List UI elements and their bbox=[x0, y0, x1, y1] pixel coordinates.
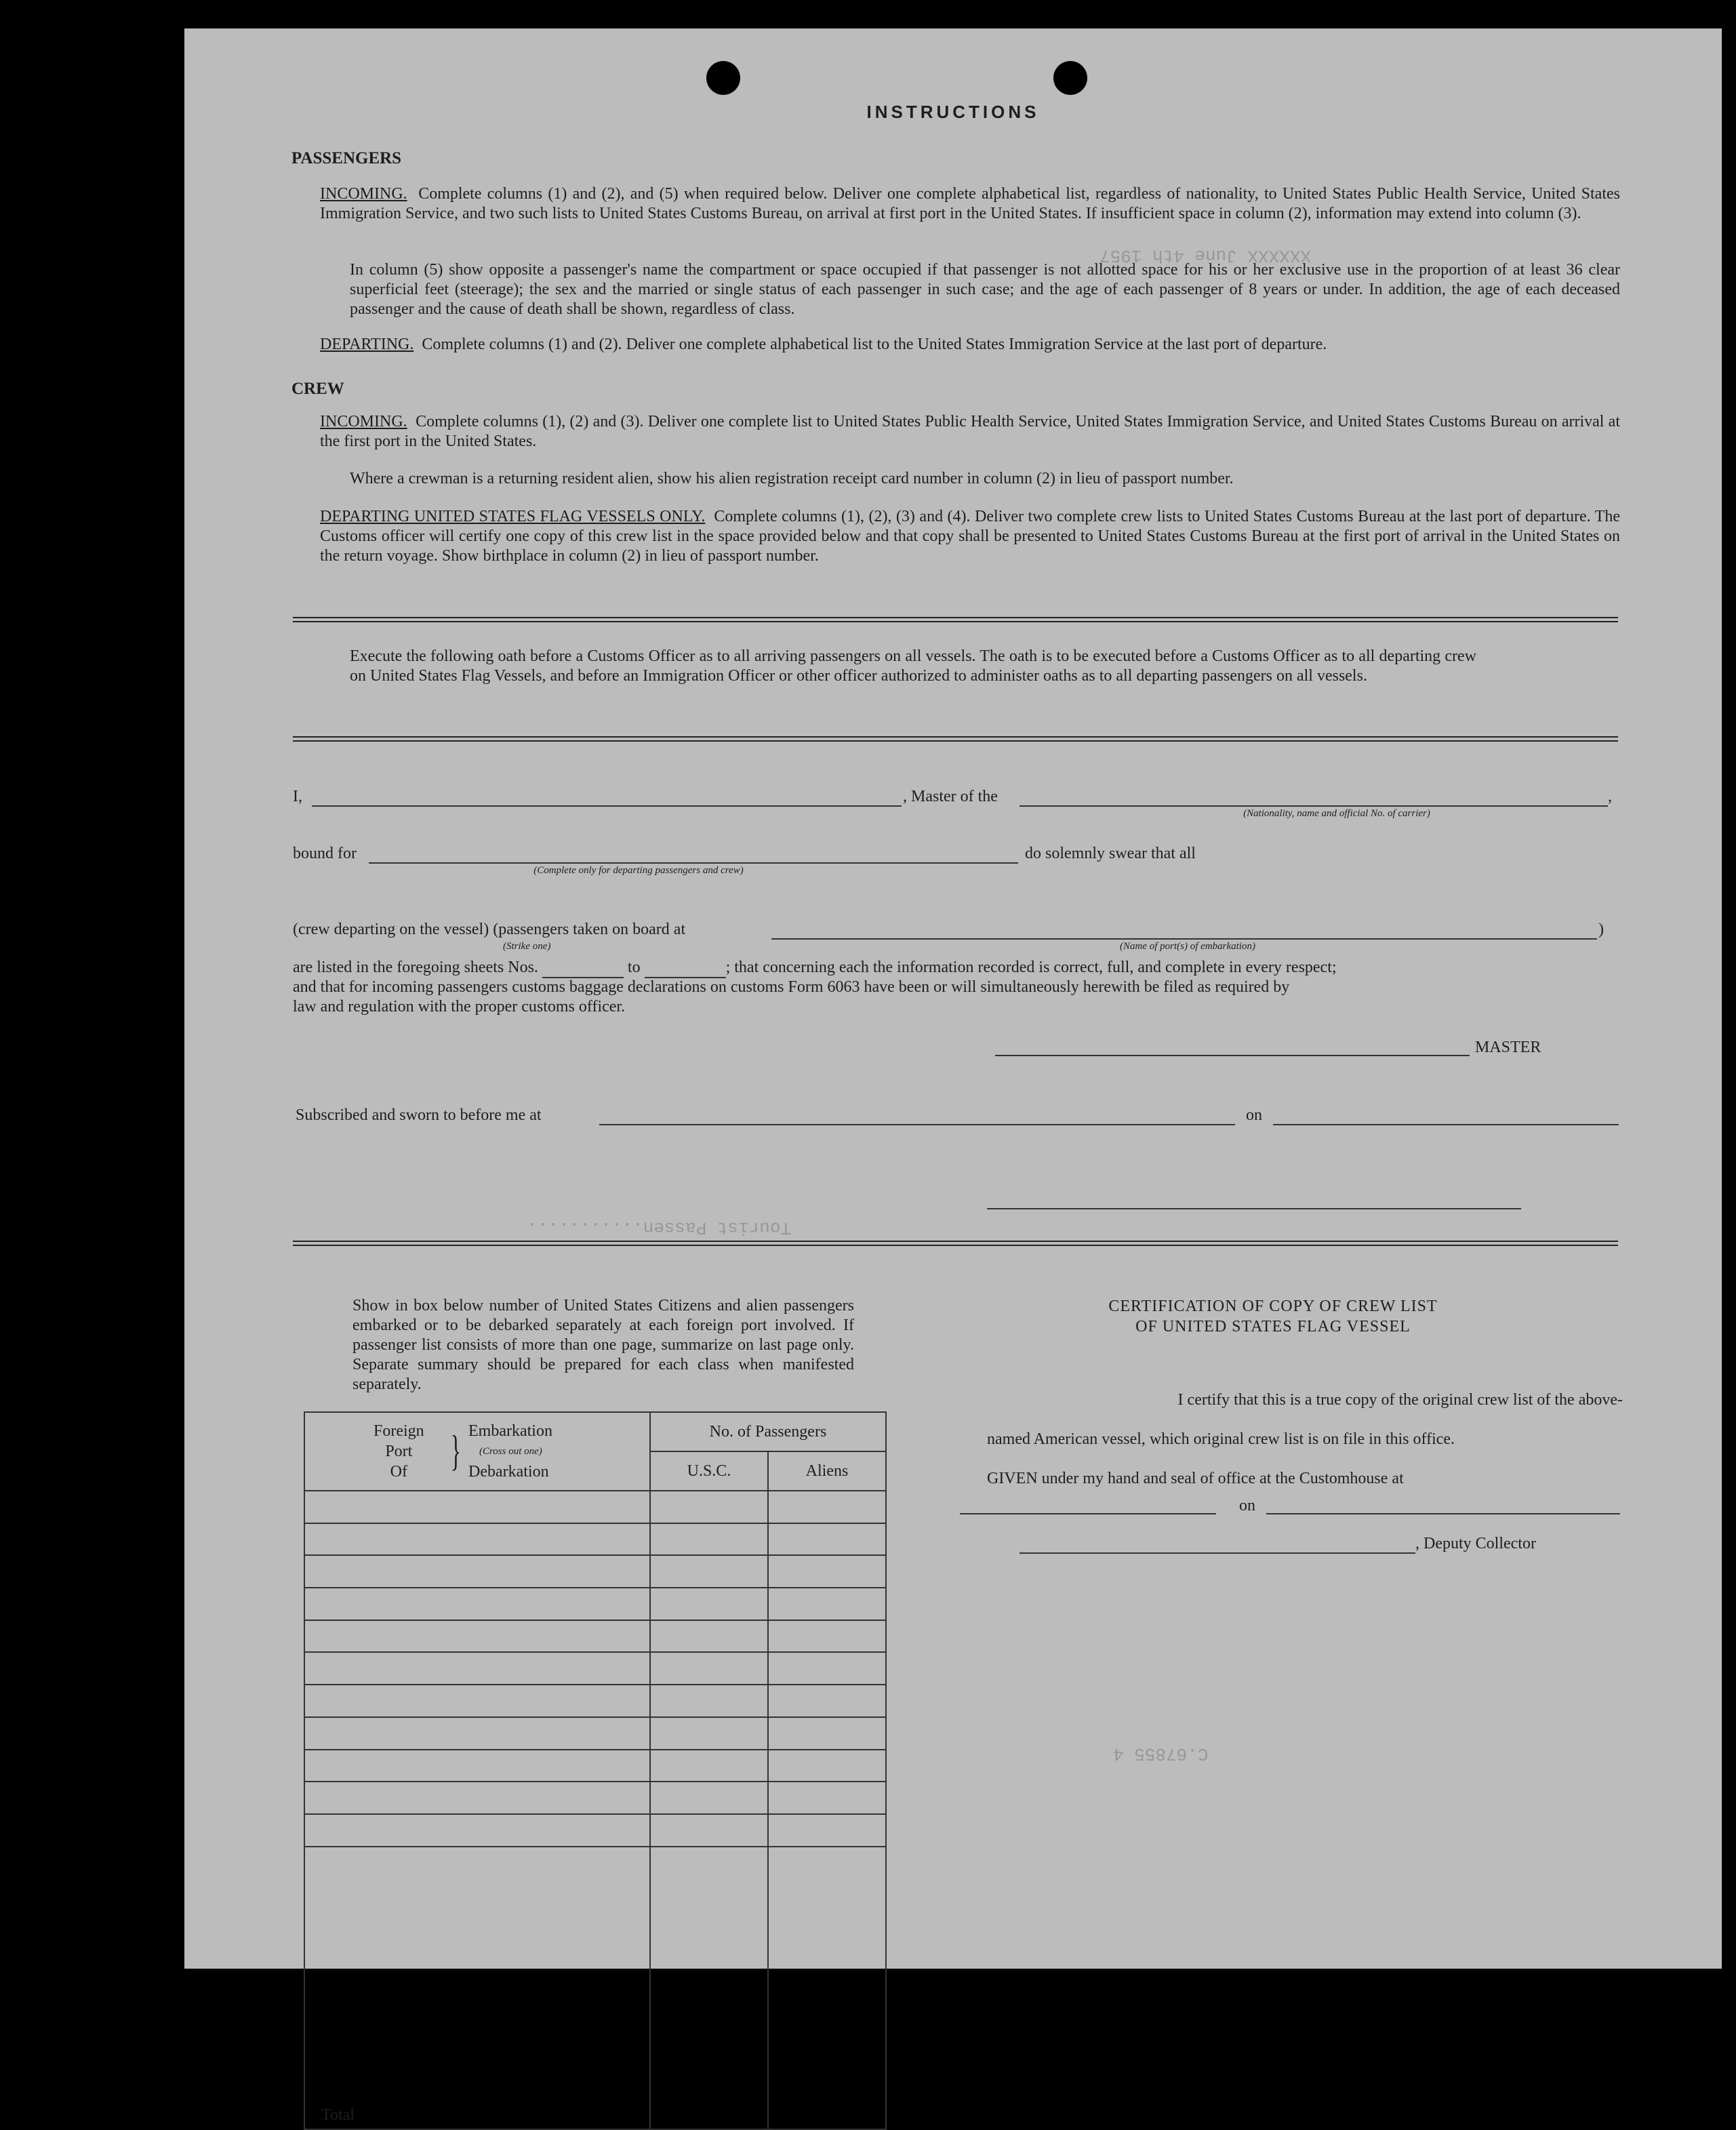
given-line: GIVEN under my hand and seal of office at the Customhouse at bbox=[987, 1470, 1404, 1487]
listed-line-c: and that for incoming passengers customs baggage declarations on customs Form 6063 have been or will simultaneously herewith be filed as required by bbox=[293, 978, 1290, 996]
of-label: Of bbox=[390, 1463, 407, 1481]
port-embarkation-line[interactable] bbox=[771, 938, 1597, 940]
table-row[interactable] bbox=[304, 1555, 886, 1588]
passenger-summary-table bbox=[304, 1411, 887, 2130]
table-row[interactable] bbox=[304, 1491, 886, 1523]
table-row[interactable] bbox=[304, 1814, 886, 1847]
table-row[interactable] bbox=[304, 1717, 886, 1750]
passengers-incoming-paragraph bbox=[320, 184, 1620, 224]
debarkation-label: Debarkation bbox=[468, 1463, 549, 1481]
carrier-note: (Nationality, name and official No. of carrier) bbox=[1243, 808, 1430, 819]
carrier-line[interactable] bbox=[1020, 805, 1608, 807]
resident-alien-paragraph: Where a crewman is a returning resident alien, show his alien registration receipt card number in column (2) in lieu of passport number. bbox=[350, 470, 1234, 487]
certification-title-line: OF UNITED STATES FLAG VESSEL bbox=[1135, 1318, 1411, 1335]
sheet-from-field[interactable] bbox=[542, 959, 624, 978]
strike-one-note: (Strike one) bbox=[503, 941, 551, 952]
deputy-signature-line[interactable] bbox=[1020, 1552, 1415, 1554]
cert-on: on bbox=[1239, 1497, 1255, 1514]
column5-paragraph: In column (5) show opposite a passenger's name the compartment or space occupied if that passenger is not allotted space for his or her exclusive use in the proportion of at least 36 clear superficial feet (steerage); the sex and the married or single status of each passenger in such case; and the age of each passenger of 8 years or under. In addition, the age of each deceased passenger and the cause of death shall be shown, regardless of class. bbox=[350, 261, 1620, 318]
oath-i: I, bbox=[293, 788, 302, 805]
page-title: INSTRUCTIONS bbox=[866, 102, 1040, 122]
officer-signature-line[interactable] bbox=[987, 1208, 1521, 1209]
crew-incoming-text: Complete columns (1), (2) and (3). Deliver one complete list to United States Public Health Service, United States Immigration Service, and United States Customs Bureau on arrival at the first port in the United States. bbox=[320, 413, 1621, 450]
deputy-collector-label: , Deputy Collector bbox=[1415, 1535, 1536, 1552]
departing-label: DEPARTING. bbox=[320, 336, 414, 353]
certify-line: I certify that this is a true copy of the original crew list of the above- bbox=[1177, 1391, 1623, 1409]
table-row[interactable] bbox=[304, 1685, 886, 1717]
usc-header: U.S.C. bbox=[650, 1451, 768, 1491]
port-label: Port bbox=[385, 1443, 413, 1460]
listed-text: ; that concerning each the information recorded is correct, full, and complete in every respect; bbox=[725, 959, 1337, 976]
bound-note: (Complete only for departing passengers and crew) bbox=[533, 865, 744, 876]
aliens-header: Aliens bbox=[768, 1451, 886, 1491]
double-rule bbox=[293, 617, 1618, 622]
passengers-departing-paragraph bbox=[320, 335, 1620, 355]
close-paren: ) bbox=[1598, 921, 1604, 938]
crew-incoming-label: INCOMING. bbox=[320, 413, 407, 430]
table-row[interactable] bbox=[304, 1652, 886, 1685]
passengers-heading: PASSENGERS bbox=[291, 149, 402, 167]
foreign-label: Foreign bbox=[374, 1422, 424, 1440]
master-signature-line[interactable] bbox=[995, 1055, 1470, 1056]
subscribed-on: on bbox=[1246, 1106, 1262, 1124]
crew-departing-text: (crew departing on the vessel) (passengers taken on board at bbox=[293, 921, 686, 938]
punch-hole bbox=[1053, 61, 1087, 95]
crew-incoming-paragraph bbox=[320, 412, 1620, 451]
crew-departing-paragraph bbox=[320, 507, 1620, 566]
table-row[interactable] bbox=[304, 1782, 886, 1814]
customhouse-line[interactable] bbox=[960, 1513, 1216, 1514]
cross-out-note: (Cross out one) bbox=[479, 1446, 542, 1457]
incoming-label: INCOMING. bbox=[320, 185, 407, 203]
listed-line-a bbox=[293, 959, 1337, 978]
table-row[interactable] bbox=[304, 1588, 886, 1620]
table-row[interactable] bbox=[304, 1750, 886, 1782]
certification-title-line: CERTIFICATION OF COPY OF CREW LIST bbox=[1108, 1298, 1438, 1315]
certification-title bbox=[1015, 1296, 1531, 1337]
bleed-through-text: C.67855 4 bbox=[1113, 1744, 1209, 1764]
double-rule bbox=[293, 1241, 1618, 1246]
bleed-through-text: XXXXXX June 4th 1957 bbox=[1099, 245, 1312, 266]
crew-departing-label: DEPARTING UNITED STATES FLAG VESSELS ONLY. bbox=[320, 508, 706, 525]
incoming-text: Complete columns (1) and (2), and (5) when required below. Deliver one complete alphabetical list, regardless of nationality, to United States Public Health Service, United States Immigration Service, and two such lists to United States Customs Bureau, on arrival at first port in the United States. If insufficient space in column (2), information may extend into column (3). bbox=[320, 185, 1620, 222]
bleed-through-text: Tourist Passen........... bbox=[527, 1218, 792, 1238]
crew-departing-text: Complete columns (1), (2), (3) and (4). Deliver two complete crew lists to United States Customs Bureau at the last port of departure. The Customs officer will certify one copy of this crew list in the space provided below and that copy shall be presented to United States Customs Bureau at the first port of arrival in the United States on the return voyage. Show birthplace in column (2) in lieu of passport number. bbox=[320, 508, 1620, 565]
subscribed-text: Subscribed and sworn to before me at bbox=[296, 1106, 542, 1124]
crew-heading: CREW bbox=[291, 380, 344, 398]
sheet-to-field[interactable] bbox=[645, 959, 726, 978]
bound-for-line[interactable] bbox=[369, 862, 1018, 864]
double-rule bbox=[293, 736, 1618, 742]
passengers-header: No. of Passengers bbox=[650, 1412, 886, 1451]
punch-hole bbox=[706, 61, 740, 95]
embarkation-label: Embarkation bbox=[468, 1422, 552, 1440]
table-row[interactable] bbox=[304, 1523, 886, 1556]
certification-body bbox=[987, 1380, 1623, 1498]
summary-instruction: Show in box below number of United States Citizens and alien passengers embarked or to be debarked separately at each foreign port involved. If passenger list consists of more than one page, summarize on last page only. Separate summary should be prepared for each class when manifested separately. bbox=[352, 1297, 854, 1393]
listed-line-d: law and regulation with the proper customs officer. bbox=[293, 998, 626, 1016]
cert-date-line[interactable] bbox=[1266, 1513, 1620, 1514]
listed-text: are listed in the foregoing sheets Nos. bbox=[293, 959, 538, 976]
certify-line: named American vessel, which original crew list is on file in this office. bbox=[987, 1430, 1455, 1448]
listed-to: to bbox=[627, 959, 641, 976]
swear-text: do solemnly swear that all bbox=[1025, 845, 1196, 862]
table-row[interactable] bbox=[304, 1620, 886, 1653]
oath-instruction: Execute the following oath before a Customs Officer as to all arriving passengers on all vessels. The oath is to be executed before a Customs Officer as to all departing crew on United States Flag Vessels, and before an Immigration Officer or other officer authorized to administer oaths as to all departing passengers on all vessels. bbox=[350, 647, 1476, 685]
subscribed-date-line[interactable] bbox=[1273, 1124, 1619, 1125]
master-of-the: , Master of the bbox=[903, 788, 998, 805]
form-page: XXXXXX June 4th 1957 Tourist Passen........... C.67855 4 INSTRUCTIONS PASSENGERS INCOMING. Complete columns (1) and (2), and (5) when required below. Deliver one complete alphabetical list, regardless of nationality, to United States Public Health Service, United States Immigration Service, and two such lists to United States Customs Bureau, on arrival at first port in the United States. If insufficient space in column (2), information may extend into column (3). In column (5) show opposite a passenger's name the compartment or space occupied if that passenger is not allotted space for his or her exclusive use in the proportion of at least 36 clear superficial feet (steerage); the sex and the married or single status of each passenger in such case; and the age of each passenger of 8 years or under. In addition, the age of each deceased passenger and the cause of death shall be shown, regardless of class. DEPARTING. Complete columns (1) and (2). Deliver one complete alphabetical list to the United States Immigration Service at the last port of departure. CREW INCOMING. Complete columns (1), (2) and (3). Deliver one complete list to United States Public Health Service, United States Immigration Service, and United States Customs Bureau on arrival at the first port in the United States. Where a crewman is a returning resident alien, show his alien registration receipt card number in column (2) in lieu of passport number. DEPARTING UNITED STATES FLAG VESSELS ONLY. Complete columns (1), (2), (3) and (4). Deliver two complete crew lists to United States Customs Bureau at the last port of departure. The Customs officer will certify one copy of this crew list in the space provided below and that copy shall be presented to United States Customs Bureau at the first port of arrival in the United States on the return voyage. Show birthplace in column (2) in lieu of passport number. Execute the following oath before a Customs Officer as to all arriving passengers on all vessels. The oath is to be executed before a Customs Officer as to all departing crew on United States Flag Vessels, and before an Immigration Officer or other officer authorized to administer oaths as to all departing passengers on all vessels. I, , Master of the , (Nationality, name and official No. of carrier) bound for (Complete only for departing passengers and crew) do solemnly swear that all (crew departing on the vessel) (passengers taken on board at ) (Strike one) (Name of port(s) of embarkation) are listed in the foregoing sheets Nos. to ; that concerning each the information recorded is correct, full, and complete in every respect; and that for incoming passengers customs baggage declarations on customs Form 6063 have been or will simultaneously herewith be filed as required by law and regulation with the proper customs officer. MASTER Subscribed and sworn to before me at on Show in box below number of United States Citizens and alien passengers embarked or to be debarked separately at each foreign port involved. If passenger list consists of more than one page, summarize on last page only. Separate summary should be prepared for each class when manifested separately. Foreign Port Of } Embarkation (Cross out one) Debarkation No. of Passengers U.S.C. Aliens Total CERTIFICATION OF COPY OF CREW LIST OF UNITED STATES FLAG VESSEL I certify that this is a true copy of the original crew list of the above- named American vessel, which original crew list is on file in this office. GIVEN under my hand and seal of office at the Customhouse at on , Deputy Collector bbox=[184, 28, 1722, 1969]
master-label: MASTER bbox=[1475, 1039, 1541, 1056]
master-name-line[interactable] bbox=[312, 805, 902, 807]
foreign-port-header: Foreign Port Of } Embarkation (Cross out one) Debarkation bbox=[304, 1412, 650, 1491]
departing-text: Complete columns (1) and (2). Deliver one complete alphabetical list to the United States Immigration Service at the last port of departure. bbox=[422, 336, 1327, 353]
bound-for: bound for bbox=[293, 845, 357, 862]
ports-note: (Name of port(s) of embarkation) bbox=[1120, 941, 1255, 952]
total-label: Total bbox=[304, 1847, 650, 2129]
subscribed-place-line[interactable] bbox=[599, 1124, 1235, 1125]
total-row[interactable] bbox=[304, 1847, 886, 2129]
